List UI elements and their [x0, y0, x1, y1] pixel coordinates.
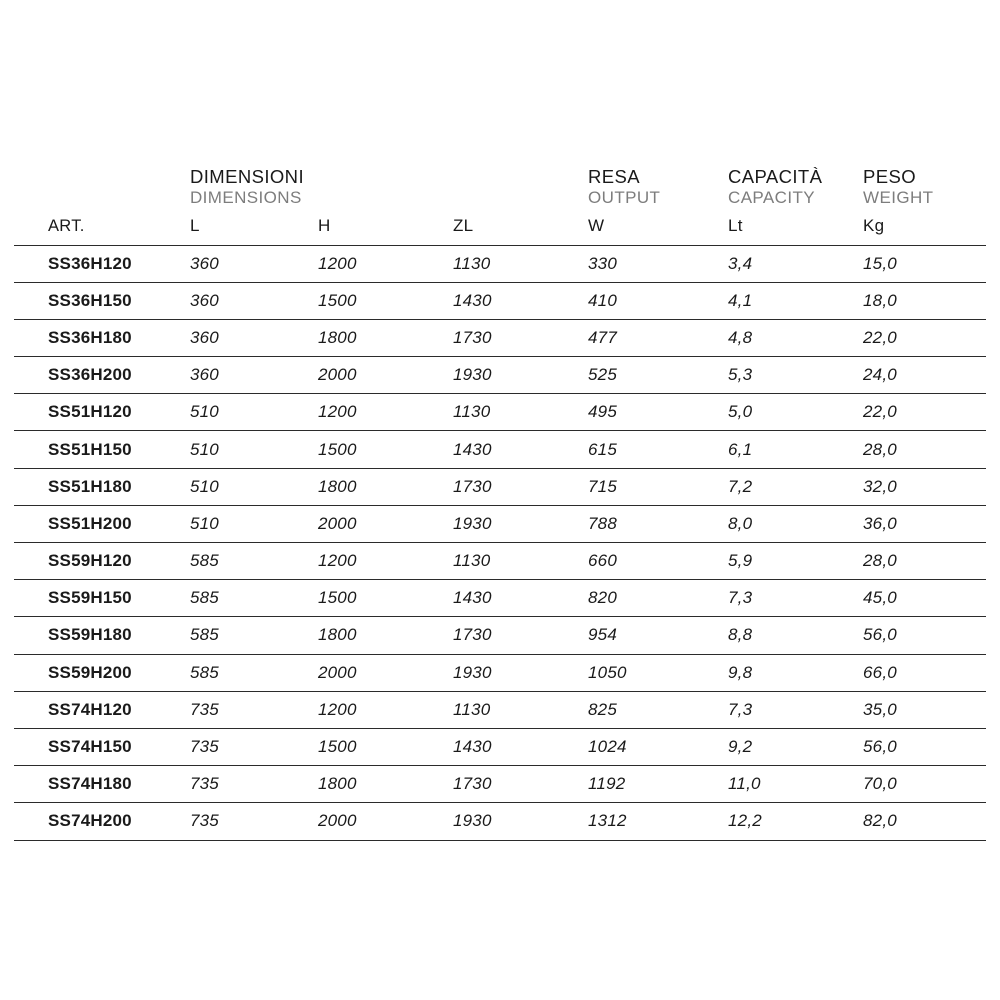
- cell-art: SS36H180: [14, 319, 158, 356]
- cell-kg: 82,0: [831, 803, 986, 840]
- cell-lt: 5,3: [696, 357, 831, 394]
- table-row: [14, 728, 986, 765]
- cell-w: 1192: [556, 766, 696, 803]
- cell-w: 330: [556, 245, 696, 282]
- group-label-en: OUTPUT: [588, 187, 661, 207]
- table-row: [14, 766, 986, 803]
- cell-kg: 22,0: [831, 319, 986, 356]
- cell-kg: 36,0: [831, 505, 986, 542]
- group-header-row: [14, 168, 986, 212]
- cell-art: SS51H120: [14, 394, 158, 431]
- cell-zl: 1930: [421, 654, 556, 691]
- cell-lt: 3,4: [696, 245, 831, 282]
- cell-w: 660: [556, 543, 696, 580]
- cell-lt: 5,9: [696, 543, 831, 580]
- group-label-it: DIMENSIONI: [190, 166, 304, 187]
- cell-l: 735: [158, 803, 286, 840]
- cell-h: 1800: [286, 468, 421, 505]
- cell-zl: 1730: [421, 468, 556, 505]
- cell-zl: 1430: [421, 282, 556, 319]
- cell-zl: 1930: [421, 505, 556, 542]
- cell-lt: 12,2: [696, 803, 831, 840]
- cell-art: SS36H200: [14, 357, 158, 394]
- cell-w: 1024: [556, 728, 696, 765]
- cell-zl: 1430: [421, 580, 556, 617]
- cell-kg: 18,0: [831, 282, 986, 319]
- cell-art: SS51H150: [14, 431, 158, 468]
- cell-h: 2000: [286, 803, 421, 840]
- cell-w: 615: [556, 431, 696, 468]
- cell-l: 510: [158, 394, 286, 431]
- group-label-en: CAPACITY: [728, 187, 815, 207]
- group-header-dimensioni: [158, 168, 556, 212]
- cell-zl: 1130: [421, 543, 556, 580]
- cell-h: 1200: [286, 245, 421, 282]
- cell-kg: 22,0: [831, 394, 986, 431]
- cell-zl: 1930: [421, 803, 556, 840]
- cell-h: 1800: [286, 617, 421, 654]
- cell-h: 1800: [286, 319, 421, 356]
- cell-art: SS36H120: [14, 245, 158, 282]
- product-specification-table: [14, 168, 986, 841]
- cell-h: 1200: [286, 691, 421, 728]
- cell-h: 1500: [286, 580, 421, 617]
- cell-l: 735: [158, 728, 286, 765]
- column-header-l: L: [190, 215, 200, 235]
- cell-art: SS59H150: [14, 580, 158, 617]
- cell-art: SS59H120: [14, 543, 158, 580]
- column-header-art: ART.: [48, 216, 85, 235]
- cell-lt: 9,8: [696, 654, 831, 691]
- cell-art: SS59H200: [14, 654, 158, 691]
- table-row: [14, 580, 986, 617]
- table-row: [14, 394, 986, 431]
- group-header-resa: [556, 168, 696, 212]
- table-row: [14, 282, 986, 319]
- cell-h: 2000: [286, 357, 421, 394]
- cell-zl: 1430: [421, 431, 556, 468]
- cell-w: 715: [556, 468, 696, 505]
- cell-lt: 7,3: [696, 580, 831, 617]
- table-row: [14, 319, 986, 356]
- cell-h: 1200: [286, 543, 421, 580]
- cell-w: 1050: [556, 654, 696, 691]
- cell-w: 1312: [556, 803, 696, 840]
- cell-lt: 8,0: [696, 505, 831, 542]
- group-header-peso: [831, 168, 986, 212]
- cell-kg: 15,0: [831, 245, 986, 282]
- column-header-row: [14, 212, 986, 246]
- cell-h: 1800: [286, 766, 421, 803]
- cell-h: 1500: [286, 282, 421, 319]
- cell-kg: 70,0: [831, 766, 986, 803]
- cell-zl: 1130: [421, 394, 556, 431]
- cell-kg: 35,0: [831, 691, 986, 728]
- table-row: [14, 654, 986, 691]
- cell-l: 360: [158, 245, 286, 282]
- cell-h: 2000: [286, 505, 421, 542]
- table-body: [14, 245, 986, 840]
- cell-w: 788: [556, 505, 696, 542]
- cell-l: 585: [158, 580, 286, 617]
- cell-w: 495: [556, 394, 696, 431]
- cell-lt: 7,3: [696, 691, 831, 728]
- cell-art: SS36H150: [14, 282, 158, 319]
- cell-kg: 28,0: [831, 543, 986, 580]
- cell-h: 1200: [286, 394, 421, 431]
- cell-zl: 1930: [421, 357, 556, 394]
- cell-w: 525: [556, 357, 696, 394]
- cell-l: 360: [158, 282, 286, 319]
- table-row: [14, 245, 986, 282]
- cell-l: 510: [158, 505, 286, 542]
- cell-lt: 7,2: [696, 468, 831, 505]
- cell-l: 360: [158, 319, 286, 356]
- cell-art: SS74H180: [14, 766, 158, 803]
- cell-zl: 1730: [421, 617, 556, 654]
- cell-kg: 56,0: [831, 617, 986, 654]
- group-label-it: RESA: [588, 166, 640, 187]
- cell-l: 735: [158, 691, 286, 728]
- column-header-w: W: [588, 215, 605, 235]
- cell-art: SS74H150: [14, 728, 158, 765]
- cell-lt: 9,2: [696, 728, 831, 765]
- column-header-lt: Lt: [728, 215, 743, 235]
- column-header-kg: Kg: [863, 215, 885, 235]
- cell-lt: 11,0: [696, 766, 831, 803]
- cell-zl: 1430: [421, 728, 556, 765]
- cell-w: 954: [556, 617, 696, 654]
- cell-l: 585: [158, 617, 286, 654]
- cell-lt: 4,8: [696, 319, 831, 356]
- cell-art: SS51H180: [14, 468, 158, 505]
- group-label-it: CAPACITÀ: [728, 166, 823, 187]
- cell-l: 510: [158, 431, 286, 468]
- cell-w: 410: [556, 282, 696, 319]
- cell-h: 2000: [286, 654, 421, 691]
- cell-lt: 6,1: [696, 431, 831, 468]
- cell-lt: 8,8: [696, 617, 831, 654]
- group-label-it: PESO: [863, 166, 917, 187]
- cell-w: 820: [556, 580, 696, 617]
- group-header-capacita: [696, 168, 831, 212]
- table-row: [14, 431, 986, 468]
- table-header: [14, 168, 986, 245]
- cell-l: 735: [158, 766, 286, 803]
- cell-l: 585: [158, 543, 286, 580]
- cell-zl: 1730: [421, 766, 556, 803]
- cell-art: SS74H120: [14, 691, 158, 728]
- cell-zl: 1130: [421, 245, 556, 282]
- cell-lt: 4,1: [696, 282, 831, 319]
- table-row: [14, 357, 986, 394]
- column-header-zl: ZL: [453, 215, 474, 235]
- cell-l: 585: [158, 654, 286, 691]
- table-row: [14, 468, 986, 505]
- table-row: [14, 617, 986, 654]
- group-label-en: WEIGHT: [863, 187, 934, 207]
- table-row: [14, 803, 986, 840]
- cell-kg: 66,0: [831, 654, 986, 691]
- cell-art: SS74H200: [14, 803, 158, 840]
- cell-kg: 45,0: [831, 580, 986, 617]
- cell-l: 360: [158, 357, 286, 394]
- cell-zl: 1730: [421, 319, 556, 356]
- table-row: [14, 691, 986, 728]
- cell-w: 825: [556, 691, 696, 728]
- cell-kg: 28,0: [831, 431, 986, 468]
- cell-art: SS51H200: [14, 505, 158, 542]
- table-row: [14, 543, 986, 580]
- cell-kg: 32,0: [831, 468, 986, 505]
- cell-kg: 56,0: [831, 728, 986, 765]
- group-header-empty: [14, 168, 158, 212]
- group-label-en: DIMENSIONS: [190, 187, 302, 207]
- cell-h: 1500: [286, 431, 421, 468]
- cell-lt: 5,0: [696, 394, 831, 431]
- cell-l: 510: [158, 468, 286, 505]
- cell-w: 477: [556, 319, 696, 356]
- table-row: [14, 505, 986, 542]
- cell-zl: 1130: [421, 691, 556, 728]
- column-header-h: H: [318, 215, 331, 235]
- cell-h: 1500: [286, 728, 421, 765]
- cell-kg: 24,0: [831, 357, 986, 394]
- cell-art: SS59H180: [14, 617, 158, 654]
